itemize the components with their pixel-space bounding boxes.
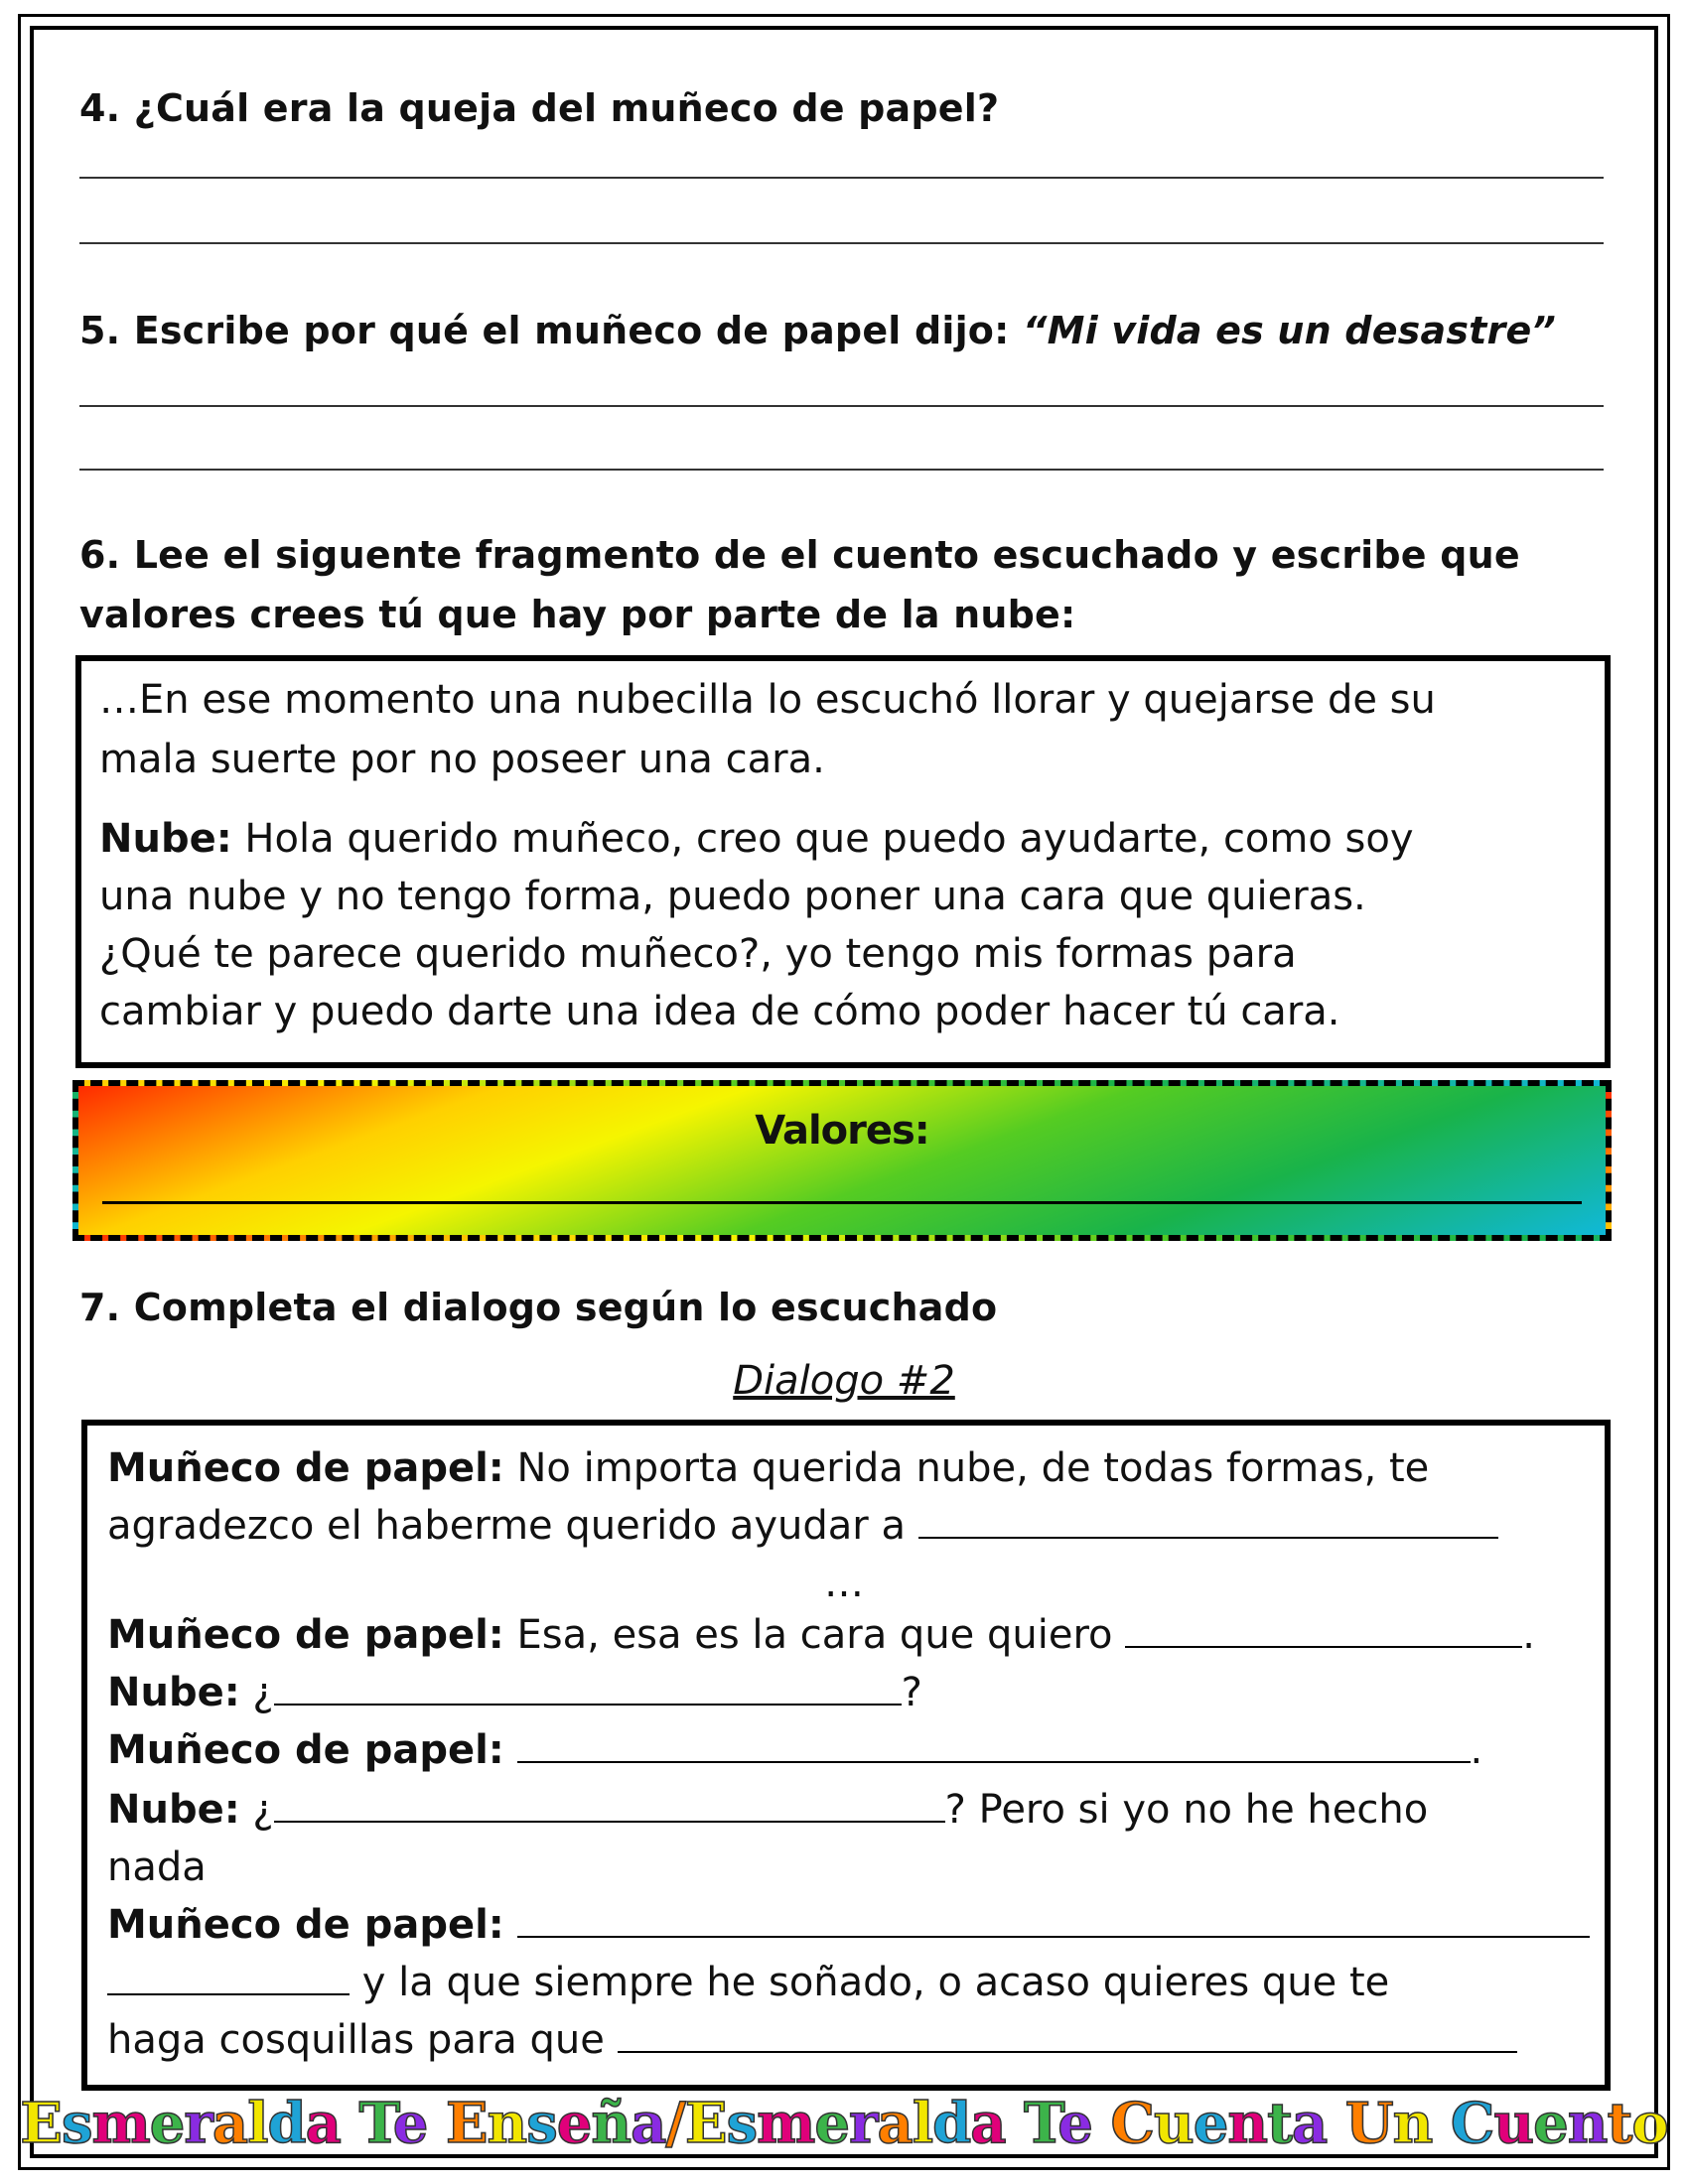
dialogue-title: Dialogo #2	[733, 1358, 955, 1404]
valores-answer-line[interactable]	[102, 1201, 1582, 1204]
valores-box	[72, 1080, 1612, 1241]
footer-letter: s	[61, 2091, 92, 2156]
fragment-line-3-text: Hola querido muñeco, creo que puedo ayudarte, como soy	[231, 816, 1414, 862]
footer-letter: u	[1154, 2091, 1194, 2156]
footer-letter: e	[1193, 2091, 1228, 2156]
dialogue-line-4-open: ¿	[239, 1670, 274, 1715]
footer-letter: s	[526, 2091, 557, 2156]
footer-letter: n	[1227, 2091, 1268, 2156]
footer-letter: d	[267, 2091, 306, 2156]
fragment-line-6: cambiar y puedo darte una idea de cómo poder hacer tú cara.	[99, 989, 1340, 1034]
footer-letter: r	[849, 2091, 878, 2156]
footer-letter: U	[1344, 2091, 1393, 2156]
dialogue-line-2-text: agradezco el haberme querido ayudar a	[107, 1503, 918, 1549]
fragment-speaker: Nube:	[99, 816, 232, 862]
footer-letter	[341, 2091, 359, 2156]
dialogue-blank-6[interactable]	[517, 1902, 1590, 1938]
question-4: 4. ¿Cuál era la queja del muñeco de papel?	[79, 86, 1000, 130]
footer-letter: m	[91, 2091, 150, 2156]
footer-letter	[1432, 2091, 1451, 2156]
answer-line-4b[interactable]	[79, 242, 1604, 244]
dialogue-line-9	[107, 1954, 1389, 2011]
footer-letter: C	[1450, 2091, 1494, 2156]
question-5	[79, 300, 1556, 361]
dialogue-line-6-close: ? Pero si yo no he hecho	[944, 1787, 1429, 1833]
dialogue-blank-8[interactable]	[618, 2017, 1517, 2053]
dialogue-line-1	[107, 1439, 1429, 1497]
footer-letter: n	[1392, 2091, 1433, 2156]
question-7: 7. Completa el dialogo según lo escuchado	[79, 1286, 998, 1329]
footer-letter: e	[1533, 2091, 1568, 2156]
footer-letter: t	[1267, 2091, 1292, 2156]
dialogue-line-7: nada	[107, 1844, 207, 1890]
dialogue-speaker-5: Muñeco de papel:	[107, 1727, 504, 1773]
dialogue-line-4-close: ?	[901, 1670, 922, 1715]
footer-letter: a	[877, 2091, 913, 2156]
dialogue-line-10	[107, 2011, 1517, 2069]
fragment-line-5: ¿Qué te parece querido muñeco?, yo tengo mis formas para	[99, 931, 1297, 977]
dialogue-line-9-text: y la que siempre he soñado, o acaso quieres que te	[350, 1960, 1390, 2005]
fragment-line-4: una nube y no tengo forma, puedo poner una cara que quieras.	[99, 874, 1366, 919]
footer-letter: T	[1024, 2091, 1058, 2156]
footer-letter	[1006, 2091, 1025, 2156]
footer-letter: n	[1567, 2091, 1608, 2156]
footer-letter: u	[1493, 2091, 1534, 2156]
footer-letter: r	[184, 2091, 212, 2156]
dialogue-line-3-text: Esa, esa es la cara que quiero	[503, 1612, 1126, 1658]
question-5-text: 5. Escribe por qué el muñeco de papel dijo:	[79, 309, 1023, 352]
valores-label: Valores:	[755, 1108, 929, 1154]
footer-letter: n	[487, 2091, 527, 2156]
footer-credit	[0, 2091, 1688, 2156]
dialogue-speaker-6: Nube:	[107, 1787, 240, 1833]
dialogue-blank-3[interactable]	[274, 1670, 902, 1706]
footer-letter: e	[149, 2091, 185, 2156]
dialogue-line-4	[107, 1664, 922, 1721]
fragment-line-2: mala suerte por no poseer una cara.	[99, 737, 825, 782]
footer-letter: a	[631, 2091, 666, 2156]
answer-line-5a[interactable]	[79, 405, 1604, 407]
dialogue-ellipsis: …	[824, 1561, 864, 1606]
question-6-line1: 6. Lee el siguente fragmento de el cuento escuchado y escribe que	[79, 533, 1520, 577]
fragment-line-1: …En ese momento una nubecilla lo escuchó llorar y quejarse de su	[99, 677, 1436, 723]
answer-line-5b[interactable]	[79, 469, 1604, 471]
footer-letter: e	[814, 2091, 849, 2156]
footer-letter: a	[970, 2091, 1006, 2156]
footer-letter: C	[1110, 2091, 1155, 2156]
footer-letter: o	[1631, 2091, 1668, 2156]
dialogue-line-10-text: haga cosquillas para que	[107, 2017, 618, 2063]
dialogue-line-2	[107, 1497, 1498, 1555]
footer-letter	[1092, 2091, 1111, 2156]
dialogue-speaker-3: Muñeco de papel:	[107, 1612, 504, 1658]
dialogue-blank-1[interactable]	[918, 1503, 1498, 1539]
footer-letter: a	[305, 2091, 341, 2156]
dialogue-line-5-end: .	[1470, 1727, 1483, 1773]
question-5-quote: “Mi vida es un desastre”	[1022, 309, 1557, 352]
footer-letter: e	[1057, 2091, 1092, 2156]
footer-letter: E	[445, 2091, 488, 2156]
dialogue-speaker-1: Muñeco de papel:	[107, 1445, 504, 1491]
dialogue-line-5	[107, 1721, 1482, 1779]
dialogue-line-6	[107, 1781, 1428, 1839]
dialogue-speaker-4: Nube:	[107, 1670, 240, 1715]
question-6-line2: valores crees tú que hay por parte de la nube:	[79, 593, 1076, 636]
footer-letter: d	[932, 2091, 971, 2156]
dialogue-line-3-end: .	[1522, 1612, 1535, 1658]
footer-letter: l	[912, 2091, 933, 2156]
footer-letter: e	[556, 2091, 592, 2156]
fragment-line-3	[99, 810, 1414, 868]
footer-letter: ñ	[591, 2091, 632, 2156]
footer-letter: E	[684, 2091, 727, 2156]
answer-line-4a[interactable]	[79, 177, 1604, 179]
dialogue-line-1-text: No importa querida nube, de todas formas, te	[503, 1445, 1430, 1491]
footer-letter: l	[247, 2091, 268, 2156]
footer-letter: T	[358, 2091, 393, 2156]
footer-letter: /	[665, 2091, 685, 2156]
dialogue-blank-4[interactable]	[517, 1727, 1471, 1763]
dialogue-line-3	[107, 1606, 1535, 1664]
footer-letter: t	[1607, 2091, 1632, 2156]
footer-letter	[427, 2091, 446, 2156]
footer-letter: e	[392, 2091, 428, 2156]
dialogue-blank-7[interactable]	[107, 1960, 350, 1995]
footer-letter	[1327, 2091, 1345, 2156]
dialogue-line-6-open: ¿	[239, 1787, 274, 1833]
footer-letter: E	[20, 2091, 62, 2156]
dialogue-line-8	[107, 1896, 1590, 1954]
footer-letter: a	[1291, 2091, 1328, 2156]
dialogue-blank-5[interactable]	[274, 1787, 945, 1823]
dialogue-blank-2[interactable]	[1125, 1612, 1522, 1648]
footer-letter: s	[726, 2091, 758, 2156]
footer-letter: m	[757, 2091, 815, 2156]
dialogue-speaker-8: Muñeco de papel:	[107, 1902, 504, 1948]
footer-letter: a	[211, 2091, 248, 2156]
